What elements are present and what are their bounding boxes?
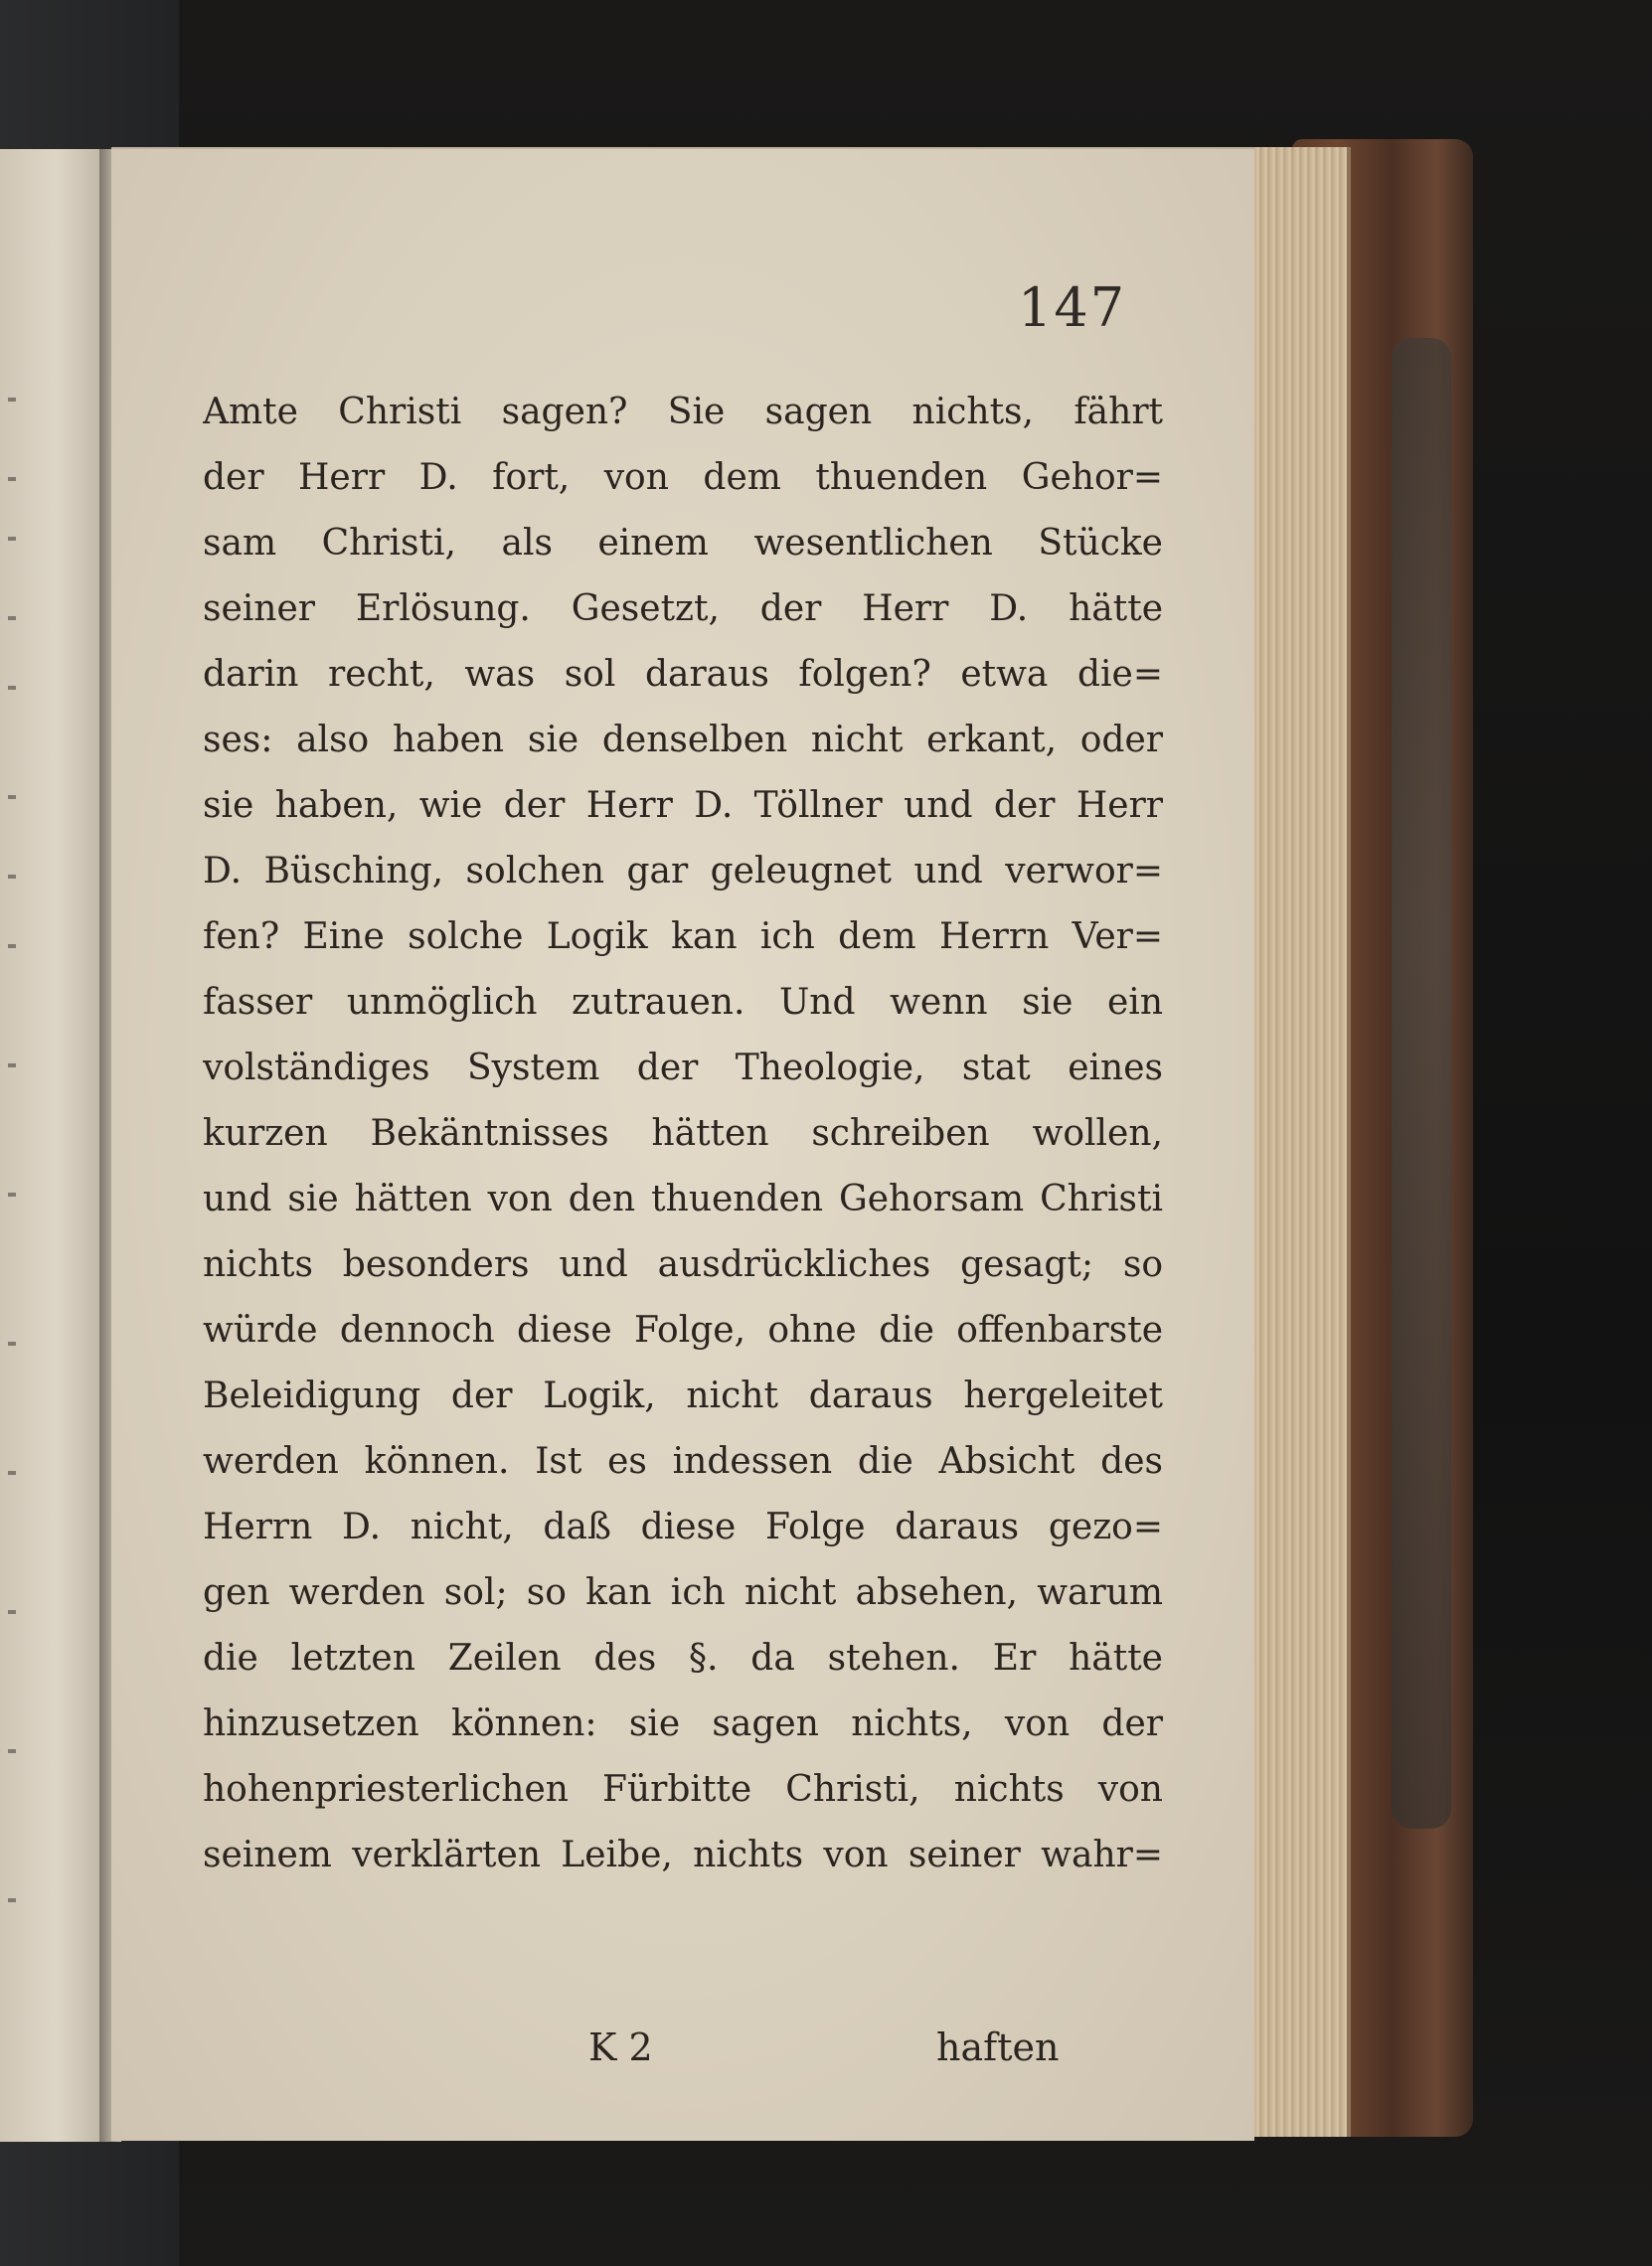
text-line: D. Büsching, solchen gar geleugnet und verwor= bbox=[203, 851, 1163, 891]
book-page bbox=[111, 147, 1254, 2141]
text-line: hohenpriesterlichen Fürbitte Christi, nichts von bbox=[203, 1769, 1163, 1810]
text-line: die letzten Zeilen des §. da stehen. Er hätte bbox=[203, 1638, 1163, 1679]
left-page-mark bbox=[8, 1898, 16, 1902]
left-page-mark bbox=[8, 944, 16, 948]
page-edges bbox=[1247, 147, 1351, 2137]
text-line: kurzen Bekäntnisses hätten schreiben wollen, bbox=[203, 1113, 1163, 1154]
left-page-mark bbox=[8, 795, 16, 799]
left-page-mark bbox=[8, 1063, 16, 1067]
text-line: seinem verklärten Leibe, nichts von seiner wahr= bbox=[203, 1835, 1163, 1875]
left-page-mark bbox=[8, 398, 16, 402]
left-page-mark bbox=[8, 1749, 16, 1753]
left-page-mark bbox=[8, 537, 16, 541]
catchword: haften bbox=[936, 2025, 1060, 2069]
left-page-mark bbox=[8, 1342, 16, 1346]
signature-mark: K 2 bbox=[588, 2025, 653, 2069]
text-line: fasser unmöglich zutrauen. Und wenn sie ein bbox=[203, 982, 1163, 1023]
page-body-text bbox=[203, 380, 1163, 1888]
text-line: darin recht, was sol daraus folgen? etwa die= bbox=[203, 654, 1163, 695]
text-line: der Herr D. fort, von dem thuenden Gehor= bbox=[203, 457, 1163, 498]
text-line: würde dennoch diese Folge, ohne die offenbarste bbox=[203, 1310, 1163, 1351]
left-page-mark bbox=[8, 1193, 16, 1197]
text-line: sam Christi, als einem wesentlichen Stücke bbox=[203, 523, 1163, 564]
text-line: hinzusetzen können: sie sagen nichts, von der bbox=[203, 1703, 1163, 1744]
text-line: und sie hätten von den thuenden Gehorsam Christi bbox=[203, 1179, 1163, 1219]
left-page-mark bbox=[8, 1471, 16, 1475]
text-line: Beleidigung der Logik, nicht daraus hergeleitet bbox=[203, 1376, 1163, 1416]
text-line: Herrn D. nicht, daß diese Folge daraus gezo= bbox=[203, 1507, 1163, 1547]
left-page-mark bbox=[8, 686, 16, 690]
left-page-mark bbox=[8, 875, 16, 879]
left-page-edge bbox=[0, 149, 106, 2142]
text-line: seiner Erlösung. Gesetzt, der Herr D. hätte bbox=[203, 588, 1163, 629]
text-line: sie haben, wie der Herr D. Töllner und der Herr bbox=[203, 785, 1163, 826]
left-page-mark bbox=[8, 616, 16, 620]
text-line: volständiges System der Theologie, stat eines bbox=[203, 1048, 1163, 1088]
text-line: gen werden sol; so kan ich nicht absehen, warum bbox=[203, 1572, 1163, 1613]
left-page-mark bbox=[8, 1610, 16, 1614]
text-line: werden können. Ist es indessen die Absicht des bbox=[203, 1441, 1163, 1482]
text-line: fen? Eine solche Logik kan ich dem Herrn Ver= bbox=[203, 916, 1163, 957]
text-line: ses: also haben sie denselben nicht erkant, oder bbox=[203, 720, 1163, 760]
text-line: Amte Christi sagen? Sie sagen nichts, fährt bbox=[203, 392, 1163, 432]
text-line: nichts besonders und ausdrückliches gesagt; so bbox=[203, 1244, 1163, 1285]
page-number: 147 bbox=[1018, 276, 1127, 339]
left-page-mark bbox=[8, 477, 16, 481]
